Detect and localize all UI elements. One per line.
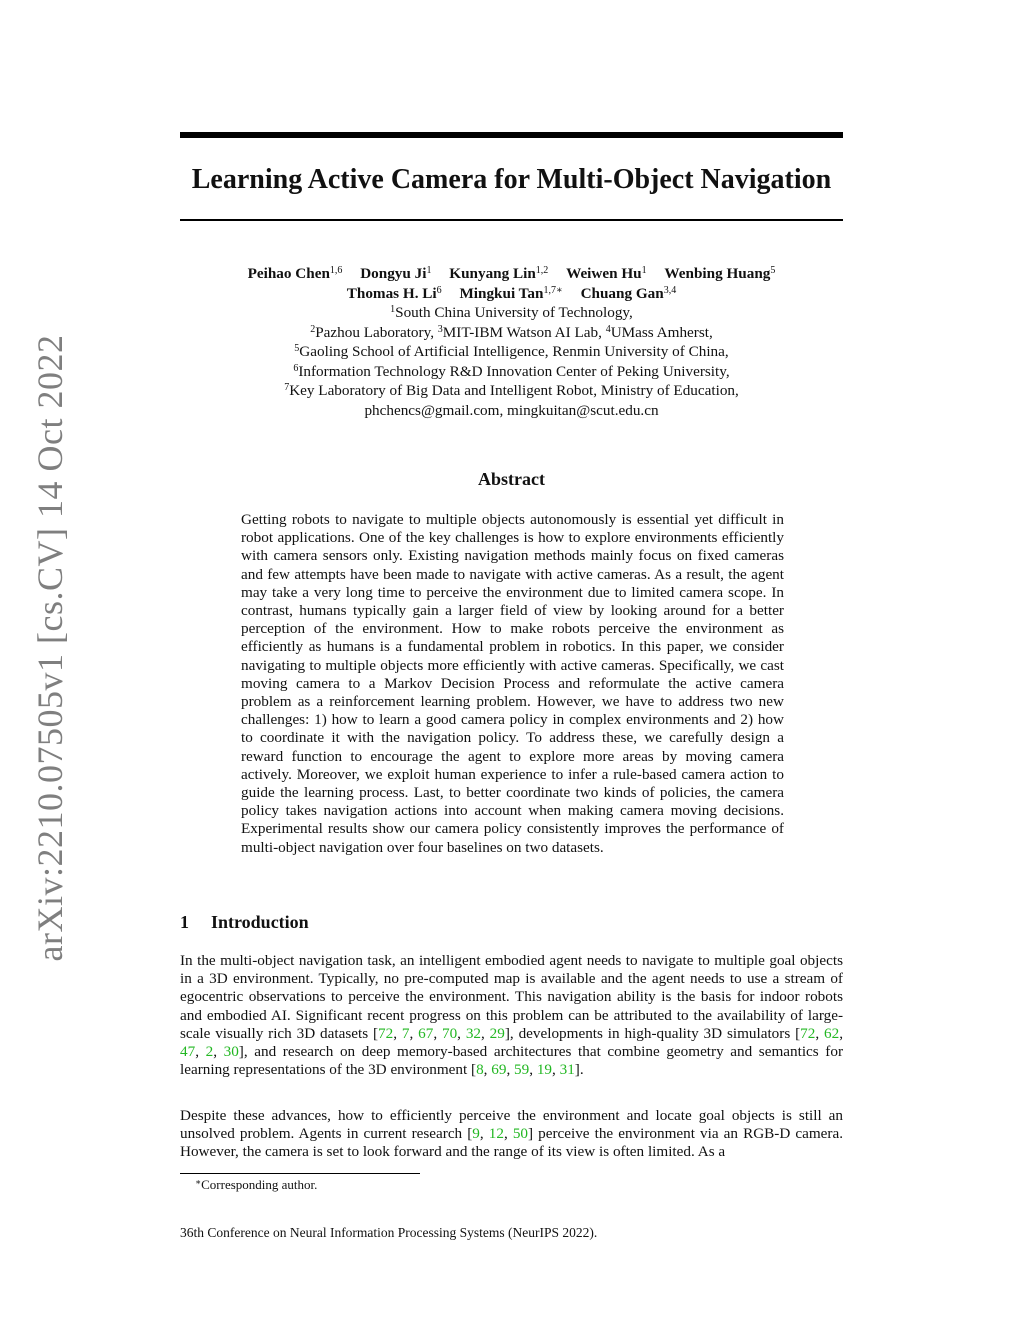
author-name: Peihao Chen$^{1,6}$ xyxy=(247,265,343,282)
citation-link[interactable]: 29 xyxy=(489,1024,505,1042)
arxiv-identifier-stamp: arXiv:2210.07505v1 [cs.CV] 14 Oct 2022 xyxy=(30,334,70,962)
citation-link[interactable]: 30 xyxy=(223,1043,239,1061)
citation-link[interactable]: 69 xyxy=(491,1061,507,1079)
citation-link[interactable]: 50 xyxy=(512,1125,528,1143)
citation-link[interactable]: 9 xyxy=(472,1125,480,1143)
citation-link[interactable]: 32 xyxy=(465,1024,482,1042)
citation-link[interactable]: 47 xyxy=(180,1043,196,1061)
title-rule-bottom xyxy=(180,219,843,221)
citation-link[interactable]: 19 xyxy=(536,1061,552,1079)
author-name: Thomas H. Li$^6$ xyxy=(346,284,442,302)
affiliation-5: $^5$Gaoling School of Artificial Intelligence, Renmin University of China, xyxy=(294,343,729,360)
citation-link[interactable]: 8 xyxy=(476,1061,484,1079)
conference-footer: 36th Conference on Neural Information Processing Systems (NeurIPS 2022). xyxy=(180,1225,598,1240)
affiliation-2-3-4: $^2$Pazhou Laboratory, $^3$MIT-IBM Watson AI Lab, $^4$UMass Amherst, xyxy=(310,323,713,341)
author-line-1 xyxy=(180,264,843,284)
introduction-paragraph-2: Despite these advances, how to efficiently perceive the environment and locate goal objects is still an unsolved problem. Agents in current research [9, 12, 50] perceive the environment via an RGB-D camera. However, the camera is set to look forward and the range of its view is often limited. As a xyxy=(180,1107,844,1161)
section-number: 1 xyxy=(180,912,189,932)
author-name: Dongyu Ji$^1$ xyxy=(360,265,432,282)
section-heading-introduction xyxy=(180,910,309,934)
author-name: Weiwen Hu$^1$ xyxy=(566,265,647,282)
author-name: Wenbing Huang$^5$ xyxy=(664,265,776,282)
author-emails: phchencs@gmail.com, mingkuitan@scut.edu.cn xyxy=(364,401,659,419)
citation-link[interactable]: 59 xyxy=(514,1061,530,1079)
citation-link[interactable]: 62 xyxy=(824,1024,840,1042)
section-title: Introduction xyxy=(211,912,309,932)
footnote-corresponding-author: ∗Corresponding author. xyxy=(195,1177,318,1192)
citation-link[interactable]: 31 xyxy=(559,1061,575,1079)
abstract-heading: Abstract xyxy=(478,469,545,489)
abstract-text: Getting robots to navigate to multiple objects autonomously is essential yet difficult in robot applications. One of the key challenges is how to explore environments efficiently with camera sensors only. Existing navigation methods mainly focus on fixed cameras and few attempts have been made to navigate with active cameras. As a result, the agent may take a very long time to perceive the environment due to limited camera scope. In contrast, humans typically gain a larger field of view by looking around for a better perception of the environment. How to make robots perceive the environment as efficiently as humans is a fundamental problem in robotics. In this paper, we consider navigating to multiple objects more efficiently with active cameras. Specifically, we cast moving camera to a Markov Decision Process and reformulate the active camera problem as a reinforcement learning problem. However, we have to address two new challenges: 1) how to learn a good camera policy in complex environments and 2) how to coordinate it with the navigation policy. To address these, we carefully design a reward function to encourage the agent to explore more areas by moving camera actively. Moreover, we exploit human experience to infer a rule-based camera action to guide the learning process. Last, to better coordinate two kinds of policies, the camera policy takes navigation actions into account when making camera moving decisions. Experimental results show our camera policy consistently improves the performance of multi-object navigation over four baselines on two datasets. xyxy=(241,511,784,856)
citation-link[interactable]: 72 xyxy=(800,1024,816,1042)
title-rule-top xyxy=(180,132,843,138)
author-name: Chuang Gan$^{3,4}$ xyxy=(580,284,677,302)
footnote-rule xyxy=(180,1173,420,1174)
author-line-2 xyxy=(180,284,843,304)
affiliation-6: $^6$Information Technology R&D Innovation Center of Peking University, xyxy=(293,362,730,380)
citation-link[interactable]: 67 xyxy=(418,1024,434,1042)
paper-title: Learning Active Camera for Multi-Object Navigation xyxy=(191,164,832,195)
citation-link[interactable]: 2 xyxy=(205,1043,214,1061)
citation-link[interactable]: 7 xyxy=(401,1024,410,1042)
citation-link[interactable]: 72 xyxy=(378,1024,394,1042)
affiliation-1: $^1$South China University of Technology, xyxy=(390,304,633,321)
citation-link[interactable]: 12 xyxy=(488,1125,504,1143)
author-name: Mingkui Tan$^{1,7∗}$ xyxy=(459,284,563,302)
citation-link[interactable]: 70 xyxy=(441,1024,458,1042)
introduction-paragraph-1: In the multi-object navigation task, an intelligent embodied agent needs to navigate to multiple goal objects in a 3D environment. Typically, no pre-computed map is available and the agent needs to use a stream of egocentric observations to perceive the environment. This navigation ability is the basis for indoor robots and embodied AI. Significant recent progress on this problem can be attributed to the availability of large-scale visually rich 3D datasets [72, 7, 67, 70, 32, 29], developments in high-quality 3D simulators [72, 62, 47, 2, 30], and research on deep memory-based architectures that combine geometry and semantics for learning representations of the 3D environment [8, 69, 59, 19, 31]. xyxy=(180,952,844,1079)
affiliation-7: $^7$Key Laboratory of Big Data and Intelligent Robot, Ministry of Education, xyxy=(284,382,739,399)
author-block xyxy=(180,264,843,420)
author-name: Kunyang Lin$^{1,2}$ xyxy=(449,265,549,282)
